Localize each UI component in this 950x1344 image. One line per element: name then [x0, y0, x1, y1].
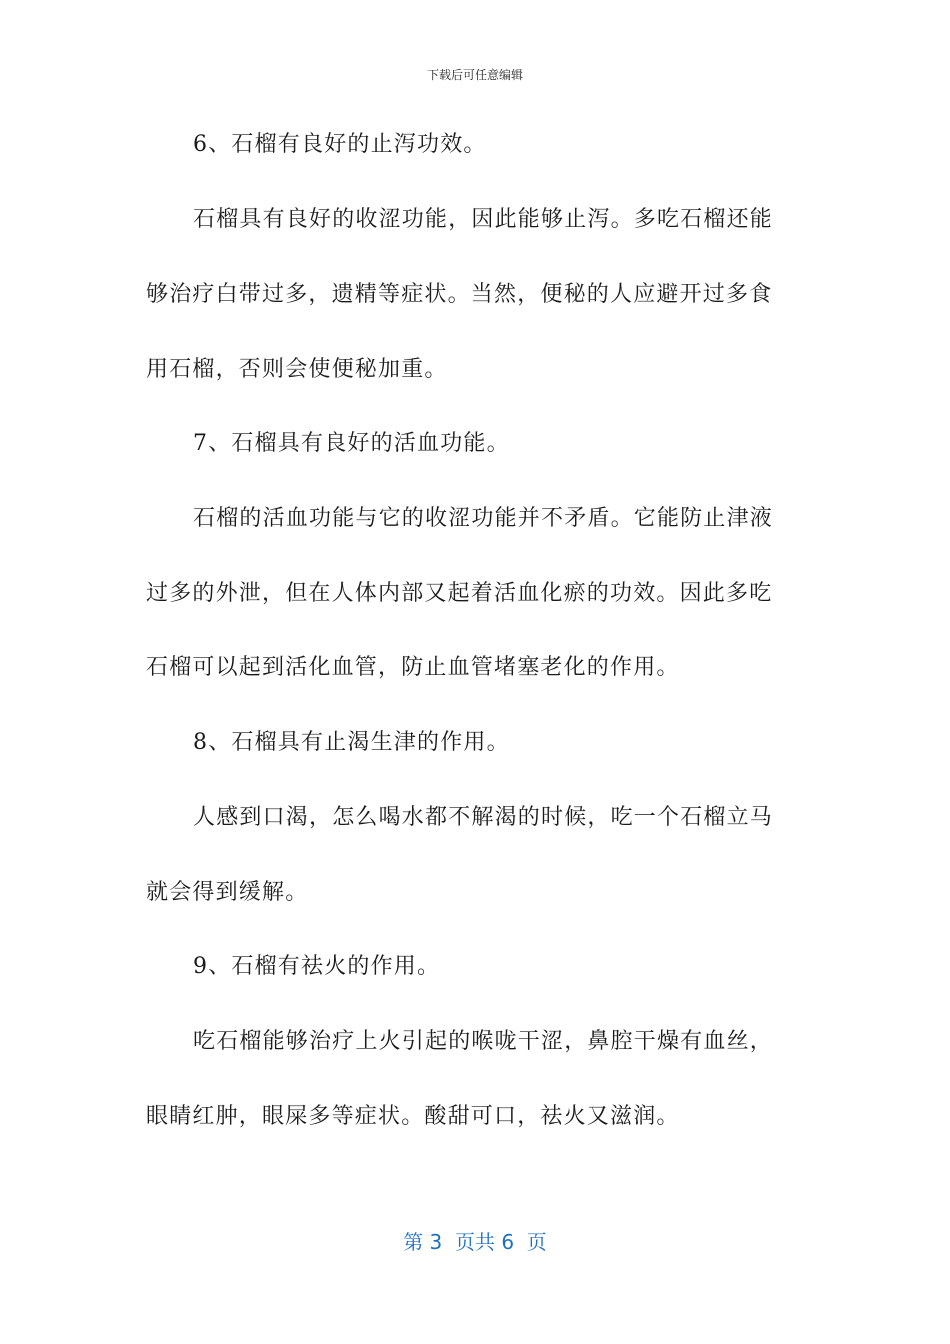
- paragraph-line: 用石榴，否则会使便秘加重。: [146, 357, 448, 382]
- page-number-footer: 第 3 页共 6 页: [403, 1230, 547, 1254]
- heading-7: 7、石榴具有良好的活血功能。: [193, 431, 510, 456]
- paragraph-line: 眼睛红肿，眼屎多等症状。酸甜可口，祛火又滋润。: [146, 1104, 680, 1129]
- paragraph-line: 就会得到缓解。: [146, 880, 309, 905]
- heading-6: 6、石榴有良好的止泻功效。: [193, 132, 487, 157]
- page-header: 下载后可任意编辑: [426, 68, 523, 82]
- heading-8: 8、石榴具有止渴生津的作用。: [193, 730, 510, 755]
- paragraph-line: 石榴可以起到活化血管，防止血管堵塞老化的作用。: [146, 655, 680, 680]
- paragraph-line: 人感到口渴，怎么喝水都不解渴的时候，吃一个石榴立马: [193, 805, 774, 830]
- paragraph-line: 石榴的活血功能与它的收涩功能并不矛盾。它能防止津液: [193, 506, 774, 531]
- paragraph-line: 过多的外泄，但在人体内部又起着活血化瘀的功效。因此多吃: [146, 581, 773, 606]
- paragraph-line: 石榴具有良好的收涩功能，因此能够止泻。多吃石榴还能: [193, 207, 774, 232]
- paragraph-line: 吃石榴能够治疗上火引起的喉咙干涩，鼻腔干燥有血丝，: [193, 1029, 774, 1054]
- paragraph-line: 够治疗白带过多，遗精等症状。当然，便秘的人应避开过多食: [146, 282, 773, 307]
- heading-9: 9、石榴有祛火的作用。: [193, 954, 441, 979]
